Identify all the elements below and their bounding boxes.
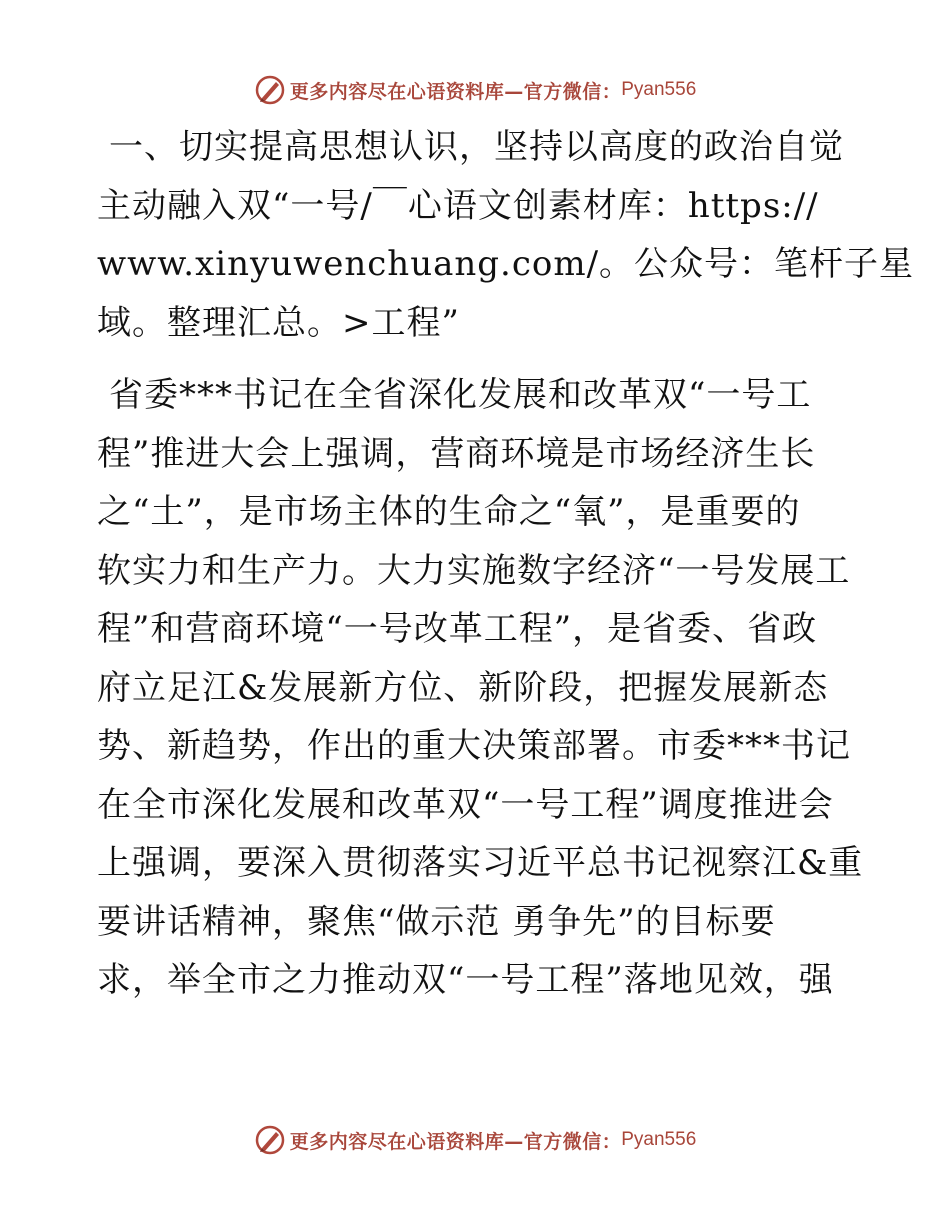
- paragraph-2-line-9: 上强调，要深入贯彻落实习近平总书记视察江&重: [97, 843, 864, 883]
- footer-banner-title: 更多内容尽在心语资料库—官方微信：: [289, 1130, 622, 1153]
- paragraph-2-line-10: 要讲话精神，聚焦“做示范 勇争先”的目标要: [97, 901, 776, 942]
- paragraph-1-line-4: 域。整理汇总。>工程”: [97, 302, 460, 343]
- paragraph-1-line-1: 一、切实提高思想认识，坚持以高度的政治自觉: [109, 127, 844, 167]
- paragraph-2-line-1: 省委***书记在全省深化发展和改革双“一号工: [109, 375, 812, 415]
- footer-banner: [0, 1120, 950, 1160]
- paragraph-2-line-6: 府立足江&发展新方位、新阶段，把握发展新态: [97, 667, 829, 708]
- paragraph-1-line-2: 主动融入双“一号/￣心语文创素材库：https://: [97, 185, 819, 226]
- paragraph-2-line-7: 势、新趋势，作出的重大决策部署。市委***书记: [97, 726, 851, 766]
- paragraph-2-line-8: 在全市深化发展和改革双“一号工程”调度推进会: [97, 784, 834, 825]
- footer-banner-contact: Pyan556: [621, 1129, 697, 1150]
- paragraph-2-line-3: 之“土”，是市场主体的生命之“氧”，是重要的: [97, 492, 801, 532]
- paragraph-2-line-5: 程”和营商环境“一号改革工程”，是省委、省政: [97, 609, 818, 649]
- header-banner-title: 更多内容尽在心语资料库—官方微信：: [289, 80, 622, 103]
- paragraph-1-line-3: www.xinyuwenchuang.com/。公众号：笔杆子星: [97, 244, 915, 284]
- paragraph-2-line-11: 求，举全市之力推动双“一号工程”落地见效，强: [97, 960, 834, 1000]
- pen-logo-icon: [254, 1124, 286, 1156]
- paragraph-2-line-4: 软实力和生产力。大力实施数字经济“一号发展工: [97, 550, 851, 591]
- paragraph-1: [97, 118, 915, 352]
- paragraph-2: [97, 366, 864, 1010]
- document-body: [97, 118, 915, 1010]
- pen-logo-icon: [254, 74, 286, 106]
- paragraph-2-line-2: 程”推进大会上强调，营商环境是市场经济生长: [97, 433, 816, 474]
- header-banner: [0, 70, 950, 110]
- header-banner-contact: Pyan556: [621, 79, 697, 100]
